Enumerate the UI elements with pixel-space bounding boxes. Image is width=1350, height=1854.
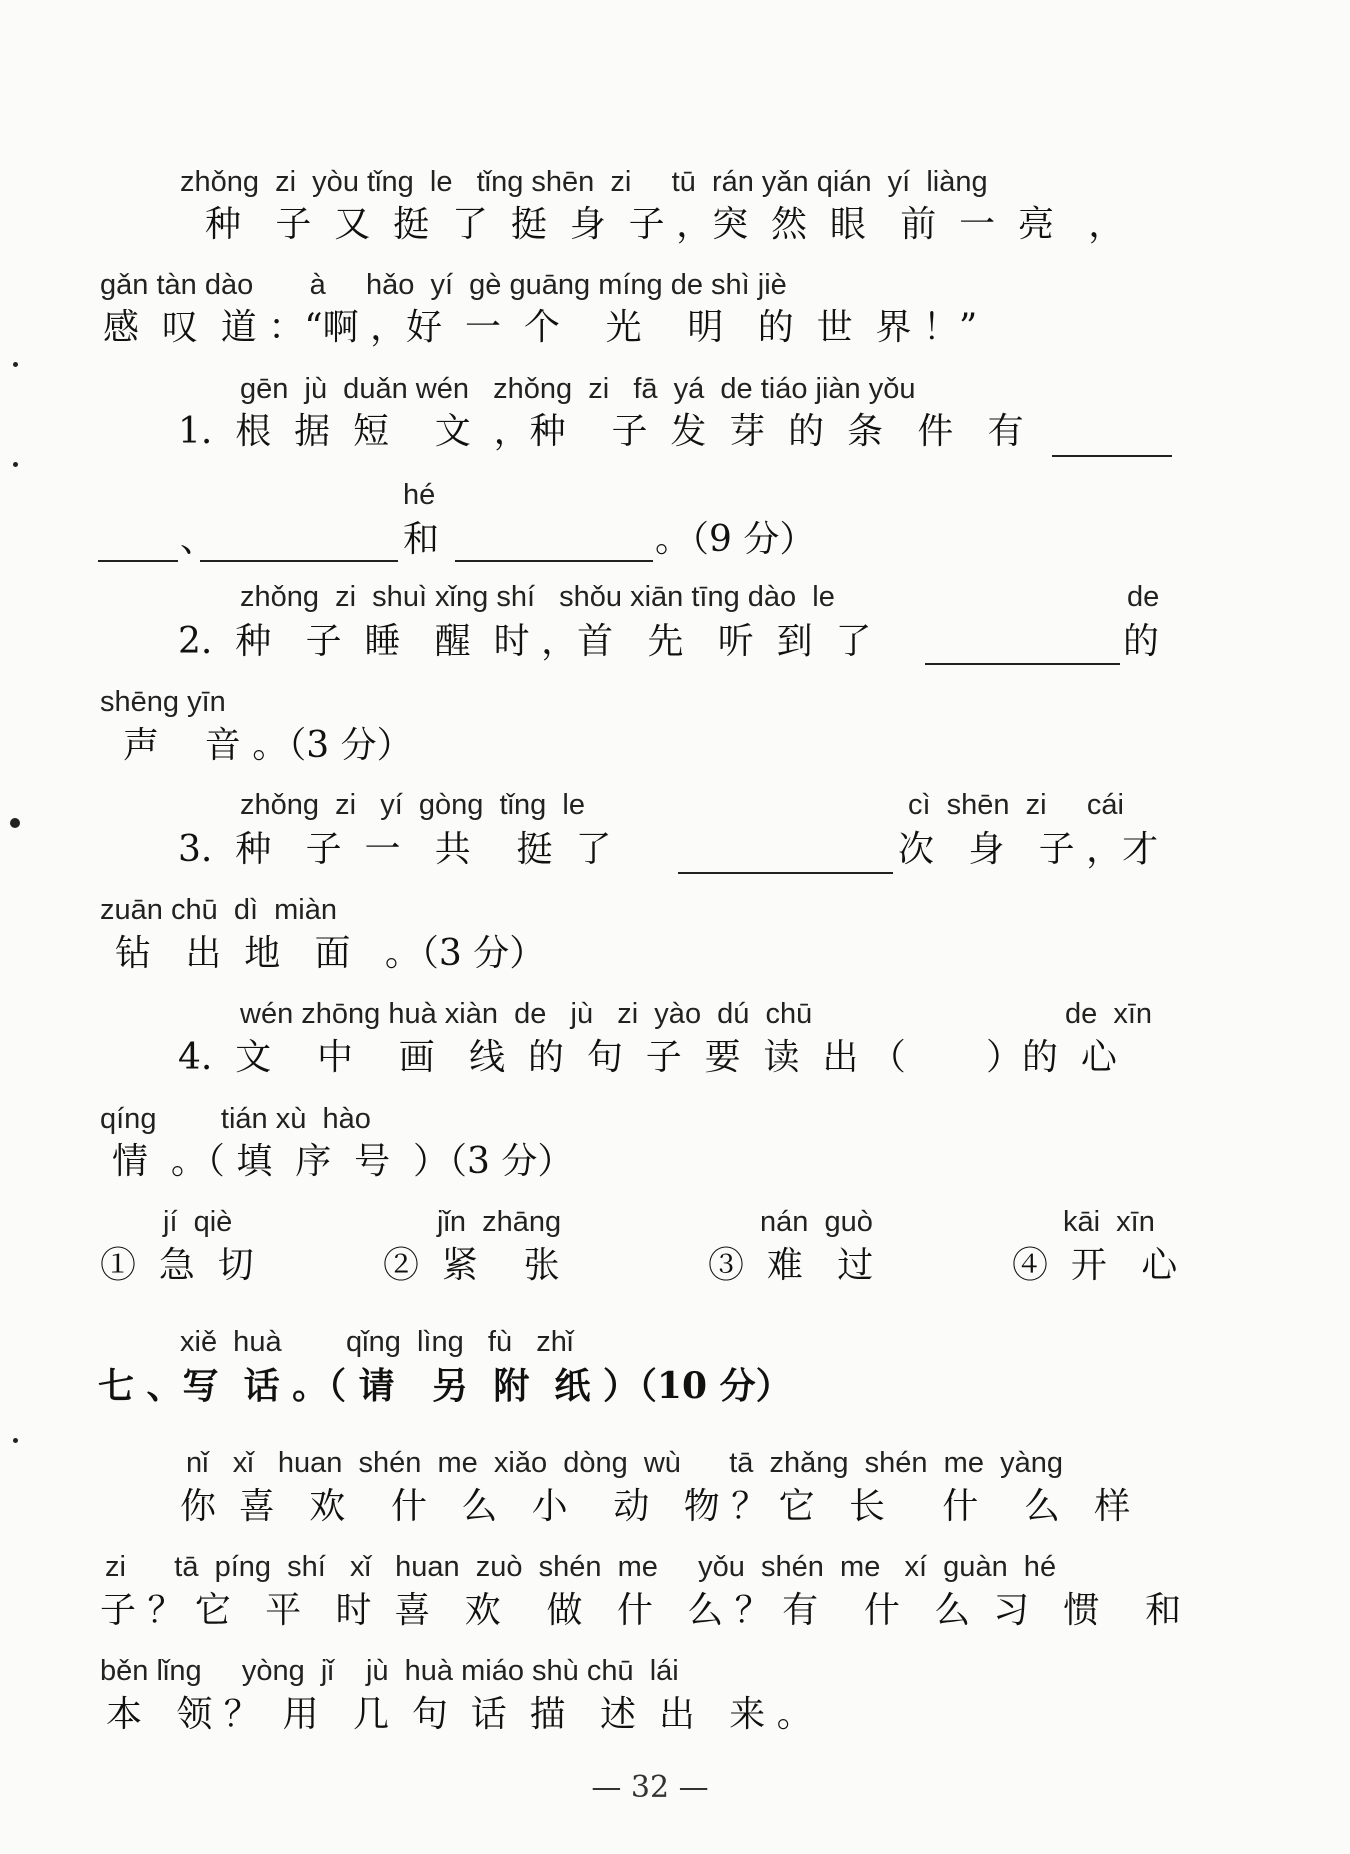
page-number: — 32 — [591, 1770, 709, 1805]
q3-text2: 钻 出 地 面 。（3 分） [115, 933, 546, 974]
intro-line2-text: 感 叹 道 ：“啊 ，好 一 个 光 明 的 世 界 ！” [103, 307, 978, 348]
q1-pinyin-he: hé [403, 479, 436, 511]
option-4[interactable]: ④ 开 心 [1012, 1245, 1178, 1286]
q1-text: 1. 根 据 短 文 ，种 子 发 芽 的 条 件 有 [178, 411, 1024, 452]
q1-blank-4[interactable] [455, 560, 653, 562]
q1-blank-1[interactable] [1052, 455, 1172, 457]
section7-heading: 七 、写 话 。（ 请 另 附 纸 ）（10 分） [98, 1365, 792, 1407]
option-2[interactable]: ② 紧 张 [383, 1245, 560, 1286]
q1-he: 和 [403, 519, 440, 560]
q3-text: 3. 种 子 一 共 挺 了 [178, 829, 612, 870]
q4-text2: 情 。（ 填 序 号 ）（3 分） [112, 1141, 574, 1182]
intro-line2-pinyin: gǎn tàn dào à hǎo yí gè guāng míng de shì jiè [100, 269, 787, 301]
q2-pinyin2: shēng yīn [100, 686, 226, 718]
q3-pinyin: zhǒng zi yí gòng tǐng le [240, 789, 585, 821]
option-4-pinyin: kāi xīn [1063, 1206, 1155, 1238]
q4-text: 4. 文 中 画 线 的 句 子 要 读 出 （ ）的 心 [178, 1037, 1117, 1078]
writing-line2-text: 子 ？ 它 平 时 喜 欢 做 什 么 ？ 有 什 么 习 惯 和 [100, 1590, 1182, 1631]
q3-pinyin-right: cì shēn zi cái [908, 789, 1124, 821]
option-3-pinyin: nán guò [760, 1206, 873, 1238]
writing-line2-pinyin: zi tā píng shí xǐ huan zuò shén me yǒu shén me xí guàn hé [105, 1551, 1057, 1583]
q2-blank[interactable] [925, 663, 1120, 665]
option-1-pinyin: jí qiè [163, 1206, 233, 1238]
q4-pinyin-right: de xīn [1065, 998, 1153, 1030]
q3-blank[interactable] [678, 872, 893, 874]
intro-line1-text: 种 子 又 挺 了 挺 身 子 ，突 然 眼 前 一 亮 ， [205, 204, 1125, 245]
q3-pinyin2: zuān chū dì miàn [100, 894, 337, 926]
writing-line1-pinyin: nǐ xǐ huan shén me xiǎo dòng wù tā zhǎng shén me yàng [186, 1447, 1063, 1479]
writing-line1-text: 你 喜 欢 什 么 小 动 物 ？ 它 长 什 么 样 [180, 1486, 1131, 1527]
option-1[interactable]: ① 急 切 [100, 1245, 254, 1286]
intro-line1-pinyin: zhǒng zi yòu tǐng le tǐng shēn zi tū rán yǎn qián yí liàng [180, 166, 988, 198]
margin-dot [10, 818, 20, 828]
q2-text: 2. 种 子 睡 醒 时 ，首 先 听 到 了 [178, 621, 872, 662]
writing-line3-text: 本 领 ？ 用 几 句 话 描 述 出 来 。 [106, 1694, 813, 1735]
q1-blank-3[interactable] [200, 560, 398, 562]
q2-pinyin: zhǒng zi shuì xǐng shí shǒu xiān tīng dào le [240, 581, 835, 613]
option-3[interactable]: ③ 难 过 [708, 1245, 874, 1286]
q1-sep: 、 [180, 519, 217, 560]
q2-pinyin-de: de [1127, 581, 1160, 613]
q1-score: 。（9 分） [655, 519, 816, 560]
q1-blank-2[interactable] [98, 560, 178, 562]
q2-de: 的 [1123, 621, 1160, 662]
margin-dot [13, 1438, 18, 1443]
q4-pinyin2: qíng tián xù hào [100, 1103, 371, 1135]
writing-line3-pinyin: běn lǐng yòng jǐ jù huà miáo shù chū lái [100, 1655, 679, 1687]
section7-pinyin: xiě huà qǐng lìng fù zhǐ [180, 1326, 574, 1358]
q1-pinyin: gēn jù duǎn wén zhǒng zi fā yá de tiáo jiàn yǒu [240, 373, 916, 405]
option-2-pinyin: jǐn zhāng [437, 1206, 562, 1238]
margin-dot [13, 462, 18, 467]
margin-dot [13, 362, 18, 367]
q2-text2: 声 音 。（3 分） [123, 725, 413, 766]
q4-pinyin: wén zhōng huà xiàn de jù zi yào dú chū [240, 998, 813, 1030]
q3-text-right: 次 身 子 ，才 [898, 829, 1159, 870]
